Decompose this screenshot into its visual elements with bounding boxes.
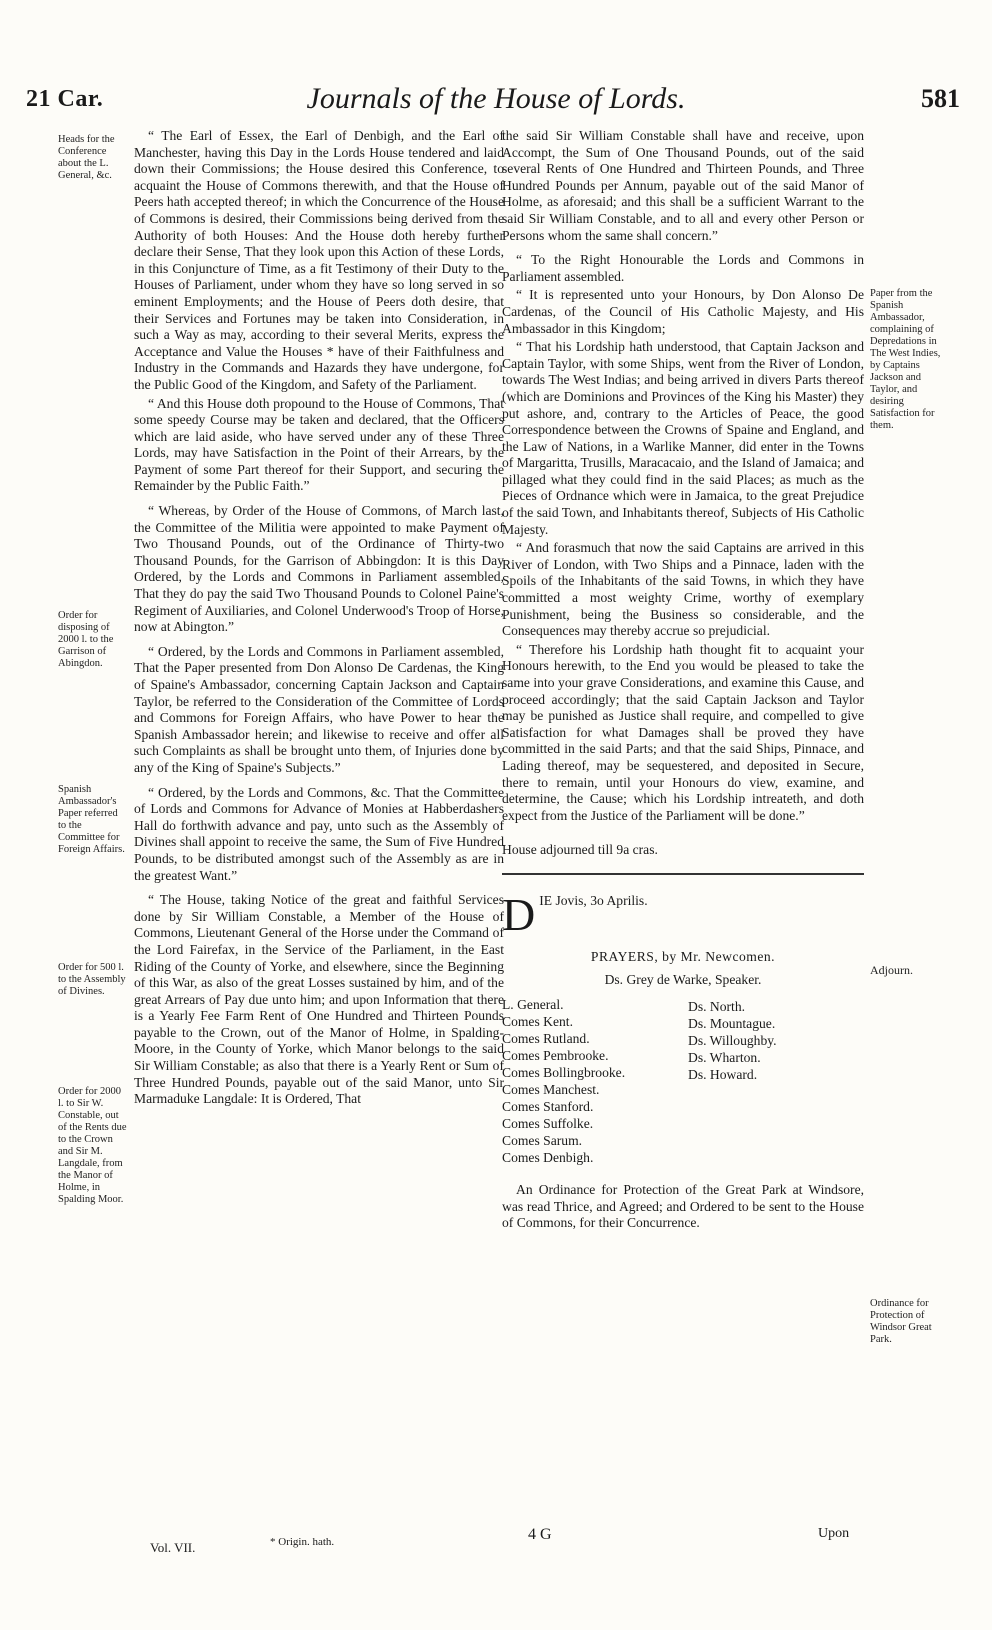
catchword: Upon <box>818 1526 850 1541</box>
prayers-line: PRAYERS, by Mr. Newcomen. <box>590 948 776 964</box>
paragraph: “ That his Lordship hath understood, that Captain Jackson and Captain Taylor, with some Ships, went from the River of London, towards The West Indias; and being arrived in divers Parts thereof (which are Dominions and Provinces of the King his Master) they put ashore, and, contrary to the Articles of Peace, the good Correspondence between the Crowns of Spaine and England, and the Law of Nations, in a Warlike Manner, did enter in the Towns of Margaritta, Trusills, Maracacaio, and the Island of Jamaica; and pillaged what they could find in the said Places; as much as the Pieces of Ordnance which were in Jamaica, to the great Prejudice of the said Town, and Inhabitants thereof, Subjects of His Catholic Majesty. <box>502 339 864 537</box>
drop-capital: D <box>502 888 536 940</box>
paragraph: “ Therefore his Lordship hath thought fit to acquaint your Honours herewith, to the End you would be pleased to take the same into your grave Considerations, and examine this Cause, and proceed accordingly; that the said Captain Jackson and Taylor may be punished as Justice shall require, and compelled to give Satisfaction for what Damages shall be proved they have committed in the said Parts; and that the said Ships, Pinnace, and Lading thereof, may be sequestered, and deposited in Secure, there to remain, until your Honours do view, examine, and determine, the Cause; which his Lordship intreateth, and doth expect from the Justice of the Parliament will be done.” <box>502 641 864 823</box>
ordinance-paragraph: An Ordinance for Protection of the Great Park at Windsore, was read Thrice, and Agreed; and Ordered to be sent to the House of Commons, for their Concurrence. <box>502 1182 864 1231</box>
right-text-column <box>502 128 864 1232</box>
margin-note-left-3: Spanish Ambassador's Paper referred to the Committee for Foreign Affairs. <box>58 784 125 855</box>
attendee: Comes Manchest. <box>502 1082 600 1098</box>
attendee: Comes Sarum. <box>502 1133 583 1149</box>
paragraph: “ It is represented unto your Honours, by Don Alonso De Cardenas, of the Council of His Catholic Majesty, and His Ambassador in this Kingdom; <box>502 287 864 336</box>
attendance-barons <box>678 996 864 1166</box>
paragraph: “ And forasmuch that now the said Captains are arrived in this River of London, with Two Ships and a Pinnace, laden with the Spoils of the Inhabitants of the said Towns, in which they have committed a most weighty Crime, worthy of exemplary Punishment, being the Business so considerable, and the Consequences may thereby accrue so prejudicial. <box>502 540 864 639</box>
attendance-list <box>502 996 864 1166</box>
signature-mark: 4 G <box>528 1526 552 1543</box>
adjourned-text: House adjourned till 9a cras. <box>502 842 658 858</box>
margin-note-left-4: Order for 500 l. to the Assembly of Divines. <box>58 962 126 997</box>
journal-title: Journals of the House of Lords. <box>306 82 686 115</box>
paragraph: “ Whereas, by Order of the House of Commons, of March last, the Committee of the Militia were appointed to make Payment of Two Thousand Pounds, out of the Ordinance of Thirty-two Thousand Pounds, for the Garrison of Abbingdon: It is this Day Ordered, by the Lords and Commons in Parliament assembled, That they do pay the said Two Thousand Pounds to Colonel Paine's Regiment of Auxiliaries, and Colonel Underwood's Troop of Horse, now at Abington.” <box>134 503 504 635</box>
petition-address: “ To the Right Honourable the Lords and Commons in Parliament assembled. <box>502 252 864 284</box>
attendee: Comes Suffolke. <box>502 1116 594 1132</box>
attendee: Comes Pembrooke. <box>502 1048 609 1064</box>
attendee: Comes Bollingbrooke. <box>502 1065 626 1081</box>
paragraph: “ The House, taking Notice of the great and faithful Services done by Sir William Constable, a Member of the House of Commons, Lieutenant General of the Horse under the Command of the Lord Fairefax, in the Service of the Parliament, in the East Riding of the County of Yorke, and elsewhere, since the Beginning of this War, as also of the great Losses sustained by him, and of the great Arrears of Pay due unto him; and upon Information that there is a Yearly Fee Farm Rent of One Hundred and Thirteen Pounds payable to the Crown, out of the Manor of Holme, in Spalding-Moore, in the County of Yorke, which Manor belongs to the said Sir William Constable; as also that there is a Yearly Rent or Sum of Three Hundred Pounds, payable out of the said Manor, unto Sir Marmaduke Langdale: It is Ordered, That <box>134 892 504 1107</box>
paragraph: the said Sir William Constable shall have and receive, upon Accompt, the Sum of One Thousand Pounds, out of the said several Rents of One Hundred and Thirteen Pounds, and Three Hundred Pounds per Annum, payable out of the said Manor of Holme, as aforesaid; and this shall be a sufficient Warrant to the said Sir William Constable, and to all and every other Person or Persons whom the same shall concern.” <box>502 128 864 243</box>
attendance-earls <box>502 996 678 1166</box>
speaker-line: Ds. Grey de Warke, Speaker. <box>604 971 762 987</box>
adjournment-line <box>502 842 864 859</box>
volume-label: Vol. VII. <box>150 1540 196 1555</box>
paragraph: “ Ordered, by the Lords and Commons, &c. That the Committee of Lords and Commons for Advance of Monies at Habberdashers Hall do forthwith advance and pay, unto such as the Assembly of Divines shall appoint to receive the same, the Sum of Five Hundred Pounds, to be distributed amongst such of the Assembly as are in the greatest Want.” <box>134 784 504 883</box>
paragraph: “ Ordered, by the Lords and Commons in Parliament assembled, That the Paper presented from Don Alonso De Cardenas, the King of Spaine's Ambassador, concerning Captain Jackson and Captain Taylor, be referred to the Consideration of the Committee of Lords and Commons for Foreign Affairs, who have Power to hear the Spanish Ambassador herein; and likewise to receive and offer all such Complaints as shall be brought unto them, of Injuries done by any of the King of Spaine's Subjects.” <box>134 643 504 775</box>
day-heading-text: IE Jovis, 3o Aprilis. <box>539 892 648 908</box>
attendee: Ds. Willoughby. <box>688 1033 777 1049</box>
margin-note-left-1: Heads for the Conference about the L. General, &c. <box>58 134 115 181</box>
margin-note-left-2: Order for disposing of 2000 l. to the Garrison of Abingdon. <box>58 610 114 669</box>
attendee: Comes Rutland. <box>502 1031 590 1047</box>
attendee: Ds. Howard. <box>688 1067 758 1083</box>
footnote: * Origin. hath. <box>270 1536 335 1548</box>
attendee: Comes Stanford. <box>502 1099 594 1115</box>
page-number: 581 <box>921 84 960 113</box>
day-heading <box>502 888 864 940</box>
section-divider <box>502 873 864 875</box>
paragraph: “ And this House doth propound to the House of Commons, That some speedy Course may be taken and declared, that the Officers which are laid aside, who have served under any of these Three Lords, may have Satisfaction in the Point of their Arrears, by the Payment of some Part thereof for their Support, and securing the Remainder by the Public Faith.” <box>134 395 504 494</box>
page-header <box>0 82 992 122</box>
attendee: Ds. Mountague. <box>688 1016 776 1032</box>
margin-note-right-2: Adjourn. <box>870 963 913 977</box>
margin-note-left-5: Order for 2000 l. to Sir W. Constable, out of the Rents due to the Crown and Sir M. Langdale, from the Manor of Holme, in Spalding Moor. <box>58 1086 127 1205</box>
paragraph: “ The Earl of Essex, the Earl of Denbigh, and the Earl of Manchester, having this Day in the Lords House tendered and laid down their Commissions; the House desired this Conference, to acquaint the House of Commons therewith, and that the House of Peers hath accepted thereof; in which the Concurrence of the House of Commons is desired, their Commissions being derived from the Authority of both Houses: And the House doth hereby further declare their Sense, That they look upon this Action of these Lords, in this Conjuncture of Time, as a fit Testimony of their Duty to the Houses of Parliament, under whom they have so long served in so eminent Employments; and the House of Peers doth desire, that their Services and Fortunes may be taken into Consideration, in such a Way as may, according to their several Merits, express the Acceptance and Value the Houses * have of their Faithfulness and Industry in the Commands and Hazards they have undergone, for the Public Good of the Kingdom, and Safety of the Parliament. <box>134 128 504 392</box>
margin-note-right-3: Ordinance for Protection of Windsor Great Park. <box>870 1298 932 1345</box>
regnal-year: 21 Car. <box>26 86 104 112</box>
attendee: L. General. <box>502 997 564 1013</box>
attendee: Comes Kent. <box>502 1014 573 1030</box>
margin-note-right-1: Paper from the Spanish Ambassador, complaining of Depredations in The West Indies, by Captains Jackson and Taylor, and desiring Satisfaction for them. <box>870 288 941 431</box>
attendee: Ds. Wharton. <box>688 1050 761 1066</box>
attendee: Ds. North. <box>688 999 746 1015</box>
left-text-column <box>134 128 504 1108</box>
attendee: Comes Denbigh. <box>502 1150 594 1166</box>
